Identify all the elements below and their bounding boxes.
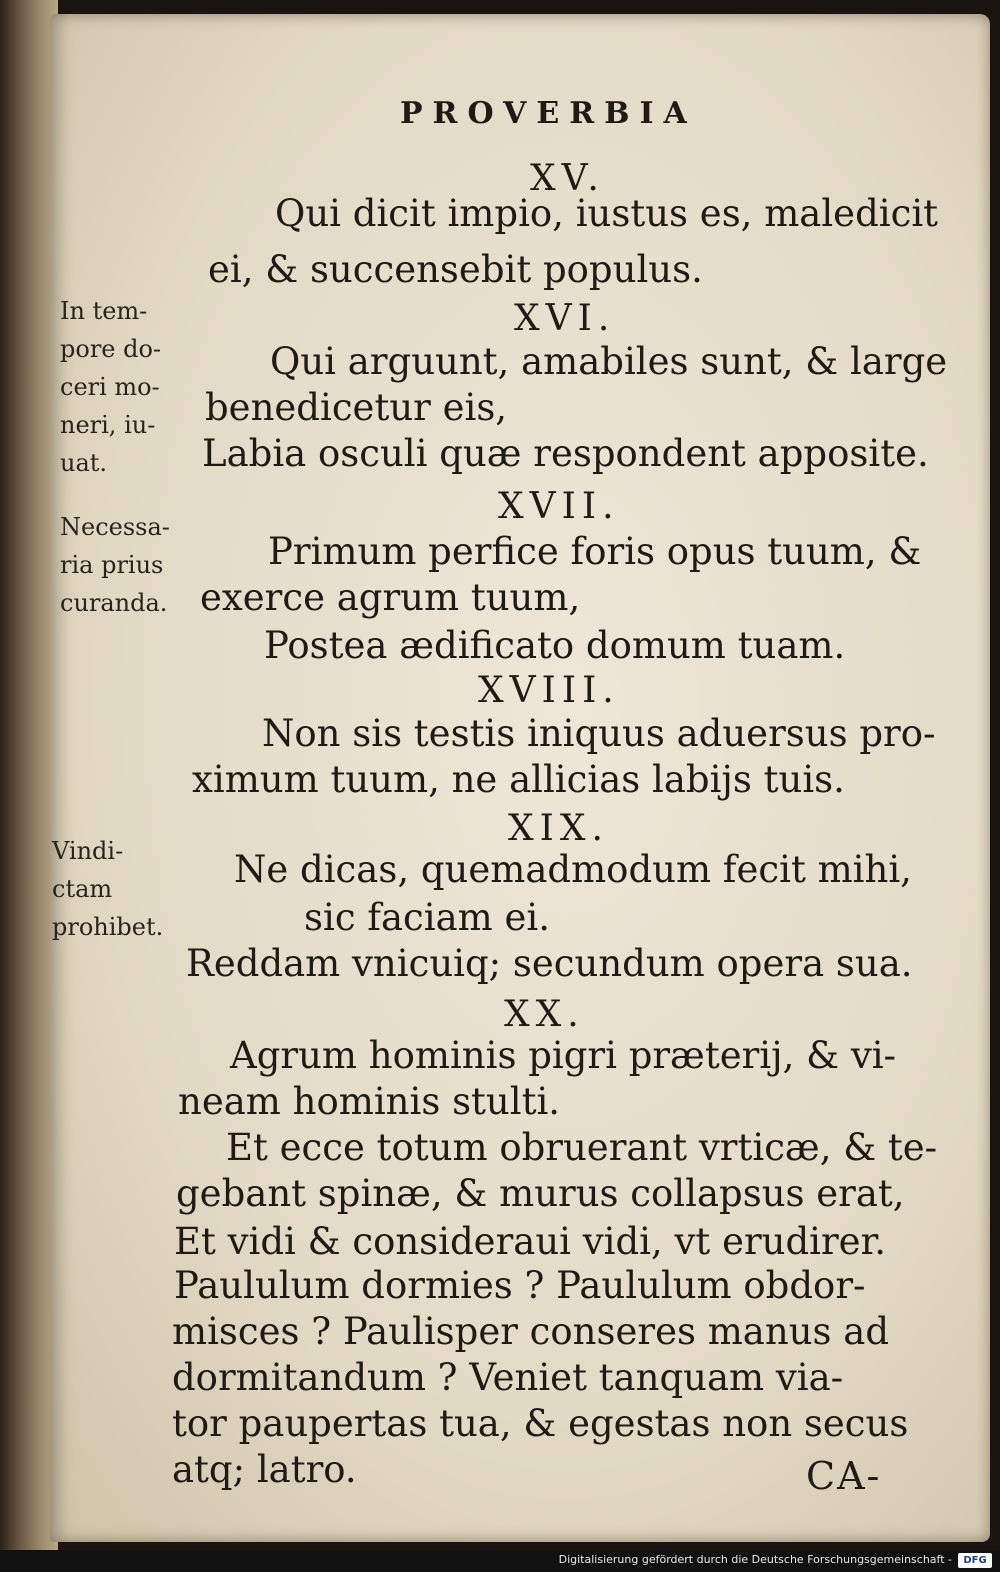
verse-line: neam hominis stulti.: [178, 1080, 561, 1123]
verse-line: Paululum dormies ? Paululum obdor-: [174, 1264, 866, 1307]
marginal-note-3: [52, 832, 163, 946]
verse-number-xix: XIX.: [508, 808, 609, 849]
marginal-note-1: [60, 292, 161, 482]
catchword: CA-: [806, 1454, 882, 1498]
marginal-line: Necessa-: [60, 513, 170, 541]
marginal-line: pore do-: [60, 335, 162, 363]
marginal-line: In tem-: [60, 297, 148, 325]
verse-number-xx: XX.: [504, 994, 585, 1035]
verse-line: Ne dicas, quemadmodum fecit mihi,: [234, 848, 912, 891]
running-title: PROVERBIA: [400, 96, 697, 131]
verse-line: dormitandum ? Veniet tanquam via-: [172, 1356, 844, 1399]
marginal-note-2: [60, 508, 170, 622]
verse-line: Reddam vnicuiq; secundum opera sua.: [186, 942, 913, 985]
marginal-line: uat.: [60, 449, 108, 477]
verse-number-xv: XV.: [530, 158, 605, 199]
verse-line: Qui arguunt, amabiles sunt, & large: [270, 340, 948, 383]
verse-line: ei, & succensebit populus.: [208, 248, 703, 291]
verse-line: sic faciam ei.: [304, 896, 551, 939]
verse-line: tor paupertas tua, & egestas non secus: [172, 1402, 909, 1445]
verse-line: benedicetur eis,: [205, 386, 508, 429]
dfg-logo: DFG: [958, 1553, 992, 1568]
footer-bar: [0, 1550, 1000, 1572]
marginal-line: ctam: [52, 875, 113, 903]
marginal-line: ceri mo-: [60, 373, 160, 401]
verse-number-xviii: XVIII.: [478, 670, 620, 711]
verse-line: Et ecce totum obruerant vrticæ, & te-: [226, 1126, 938, 1169]
verse-number-xvii: XVII.: [498, 486, 620, 527]
marginal-line: Vindi-: [52, 837, 124, 865]
verse-line: misces ? Paulisper conseres manus ad: [172, 1310, 890, 1353]
verse-line: Qui dicit impio, iustus es, maledicit: [275, 192, 939, 235]
verse-line: exerce agrum tuum,: [200, 576, 581, 619]
verse-line: Et vidi & consideraui vidi, vt erudirer.: [174, 1220, 886, 1263]
verse-line: ximum tuum, ne allicias labijs tuis.: [192, 758, 845, 801]
verse-line: Non sis testis iniquus aduersus pro-: [262, 712, 936, 755]
verse-line: Primum perfice foris opus tuum, &: [268, 530, 922, 573]
verse-line: atq; latro.: [172, 1448, 357, 1491]
marginal-line: neri, iu-: [60, 411, 156, 439]
marginal-line: curanda.: [60, 589, 168, 617]
marginal-line: ria prius: [60, 551, 164, 579]
marginal-line: prohibet.: [52, 913, 164, 941]
verse-line: Labia osculi quæ respondent apposite.: [202, 432, 929, 475]
verse-line: Postea ædificato domum tuam.: [264, 624, 846, 667]
verse-line: Agrum hominis pigri præterij, & vi-: [230, 1034, 897, 1077]
verse-number-xvi: XVI.: [514, 298, 616, 339]
digitization-credit: Digitalisierung gefördert durch die Deutsche Forschungsgemeinschaft -: [558, 1553, 952, 1566]
verse-line: gebant spinæ, & murus collapsus erat,: [176, 1172, 905, 1215]
